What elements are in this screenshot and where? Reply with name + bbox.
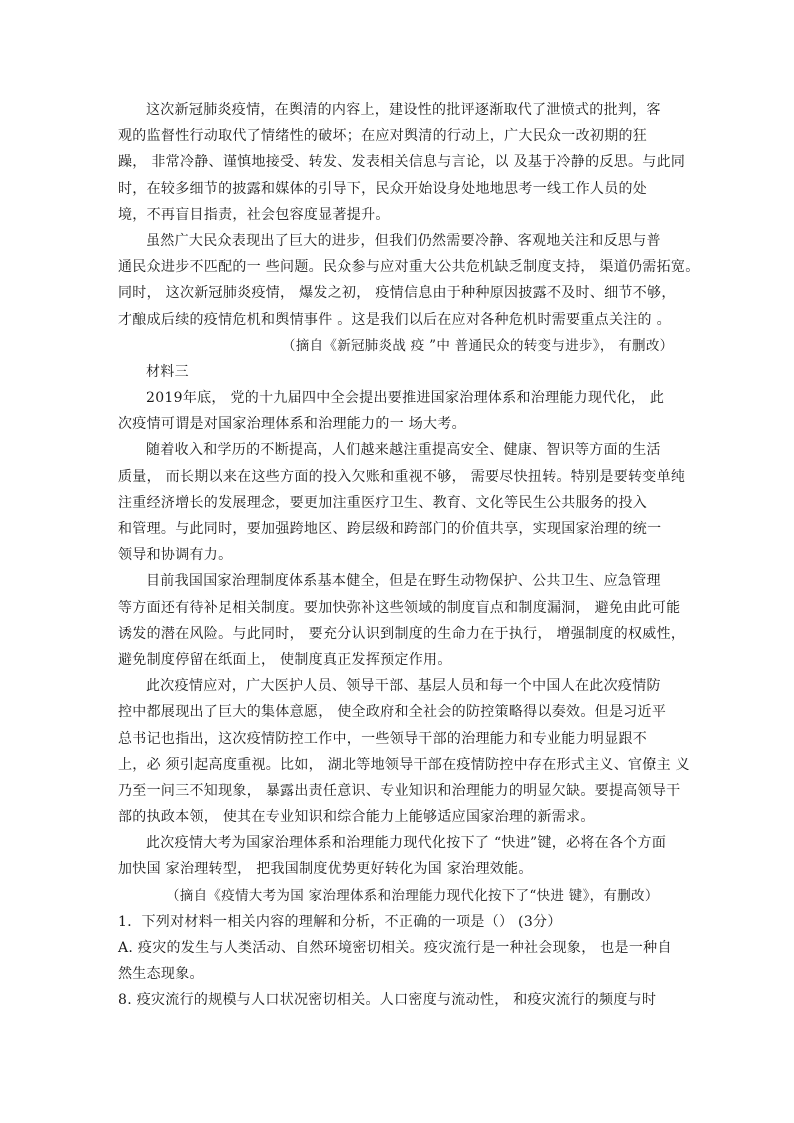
text-line: 才酿成后续的疫情危机和舆情事件 。这是我们以后在应对各种危机时需要重点关注的 。 bbox=[118, 311, 671, 328]
text-line: 2019年底， 党的十九届四中全会提出要推进国家治理体系和治理能力现代化， 此 bbox=[146, 390, 665, 407]
text-line: 等方面还有待补足相关制度。要加快弥补这些领域的制度盲点和制度漏洞， 避免由此可能 bbox=[118, 599, 681, 616]
text-line: 观的监督性行动取代了情绪性的破坏；在应对舆清的行动上，广大民众一改初期的狂 bbox=[118, 128, 648, 145]
text-line: 虽然广大民众表现出了巨大的进步，但我们仍然需要冷静、客观地关注和反思与普 bbox=[146, 232, 661, 249]
body-paragraph bbox=[118, 97, 686, 228]
text-line: 材料三 bbox=[146, 363, 189, 380]
text-line: （摘自《新冠肺炎战 疫 ”中 普通民众的转变与进步》， 有删改） bbox=[282, 337, 674, 354]
body-paragraph bbox=[118, 830, 678, 882]
text-line: 领导和协调有力。 bbox=[118, 547, 233, 564]
body-paragraph bbox=[118, 437, 686, 568]
body-paragraph bbox=[118, 228, 700, 333]
text-line: 次疫情可谓是对国家治理体系和治理能力的一 场大考。 bbox=[118, 416, 466, 433]
question-item bbox=[118, 935, 678, 987]
text-line: 目前我国国家治理制度体系基本健全，但是在野生动物保护、公共卫生、应急管理 bbox=[146, 573, 661, 590]
text-line: 总书记也指出，这次疫情防控工作中，一些领导干部的治理能力和专业能力明显跟不 bbox=[118, 730, 648, 747]
text-line: A. 疫灾的发生与人类活动、自然环境密切相关。疫灾流行是一种社会现象， 也是一种自 bbox=[118, 940, 672, 956]
text-line: 和管理。与此同时，要加强跨地区、跨层级和跨部门的价值共享，实现国家治理的统一 bbox=[118, 521, 662, 537]
section-heading bbox=[118, 359, 678, 385]
text-line: 乃至一问三不知现象， 暴露出责任意识、专业知识和治理能力的明显欠缺。要提高领导干 bbox=[118, 782, 681, 799]
text-line: 此次疫情应对，广大医护人员、领导干部、基层人员和每一个中国人在此次疫情防 bbox=[146, 678, 661, 695]
text-line: 注重经济增长的发展理念，要更加注重医疗卫生、教育、文化等民生公共服务的投入 bbox=[118, 494, 648, 511]
text-line: 上，必 须引起高度重视。比如， 湖北等地领导干部在疫情防控中存在形式主义、官僚主 义 bbox=[118, 756, 690, 773]
text-line: 质量， 而长期以来在这些方面的投入欠账和重视不够， 需要尽快扭转。特别是要转变单纯 bbox=[118, 468, 686, 485]
question-item bbox=[118, 909, 678, 935]
text-line: 此次疫情大考为国家治理体系和治理能力现代化按下了 “快进”键，必将在各个方面 bbox=[146, 835, 667, 852]
text-line: 随着收入和学历的不断提高，人们越来越注重提高安全、健康、智识等方面的生活 bbox=[146, 442, 661, 459]
text-line: 这次新冠肺炎疫情，在舆清的内容上，建设性的批评逐渐取代了泄愤式的批判，客 bbox=[146, 102, 661, 118]
text-line: 同时， 这次新冠肺炎疫情， 爆发之初， 疫情信息由于种种原因披露不及时、细节不够， bbox=[118, 285, 676, 302]
text-line: 避免制度停留在纸面上， 使制度真正发挥预定作用。 bbox=[118, 651, 452, 668]
body-paragraph bbox=[118, 568, 686, 673]
text-line: 时，在较多细节的披露和媒体的引导下，民众开始设身处地地思考一线工作人员的处 bbox=[118, 180, 648, 197]
document-body bbox=[118, 97, 700, 1014]
text-line: 躁， 非常冷静、谨慎地接受、转发、发表相关信息与言论，以 及基于冷静的反思。与此同 bbox=[118, 154, 686, 171]
text-line: 然生态现象。 bbox=[118, 966, 204, 983]
text-line: 控中都展现出了巨大的集体意愿， 使全政府和全社会的防控策略得以奏效。但是习近平 bbox=[118, 704, 667, 721]
text-line: 通民众进步不匹配的一 些问题。民众参与应对重大公共危机缺乏制度支持， 渠道仍需拓宽。 bbox=[118, 259, 700, 276]
text-line: （摘自《疫情大考为国 家治理体系和治理能力现代化按下了“快进 键》，有删改） bbox=[166, 887, 659, 904]
text-line: 诱发的潜在风险。与此同时， 要充分认识到制度的生命力在于执行， 增强制度的权威性， bbox=[118, 625, 686, 642]
text-line: 1．下列对材料一相关内容的理解和分析，不正确的一项是（） (3分） bbox=[118, 913, 562, 930]
source-citation bbox=[118, 333, 678, 359]
text-line: 境，不再盲目指责，社会包容度显著提升。 bbox=[118, 206, 390, 223]
body-paragraph bbox=[118, 385, 678, 437]
text-line: 8. 疫灾流行的规模与人口状况密切相关。人口密度与流动性， 和疫灾流行的频度与时 bbox=[118, 992, 657, 1009]
text-line: 部的执政本领， 使其在专业知识和综合能力上能够适应国家治理的新需求。 bbox=[118, 809, 595, 826]
question-item bbox=[118, 987, 678, 1013]
source-citation bbox=[118, 883, 678, 909]
text-line: 加快国 家治理转型， 把我国制度优势更好转化为国 家治理效能。 bbox=[118, 861, 533, 878]
body-paragraph bbox=[118, 673, 690, 830]
